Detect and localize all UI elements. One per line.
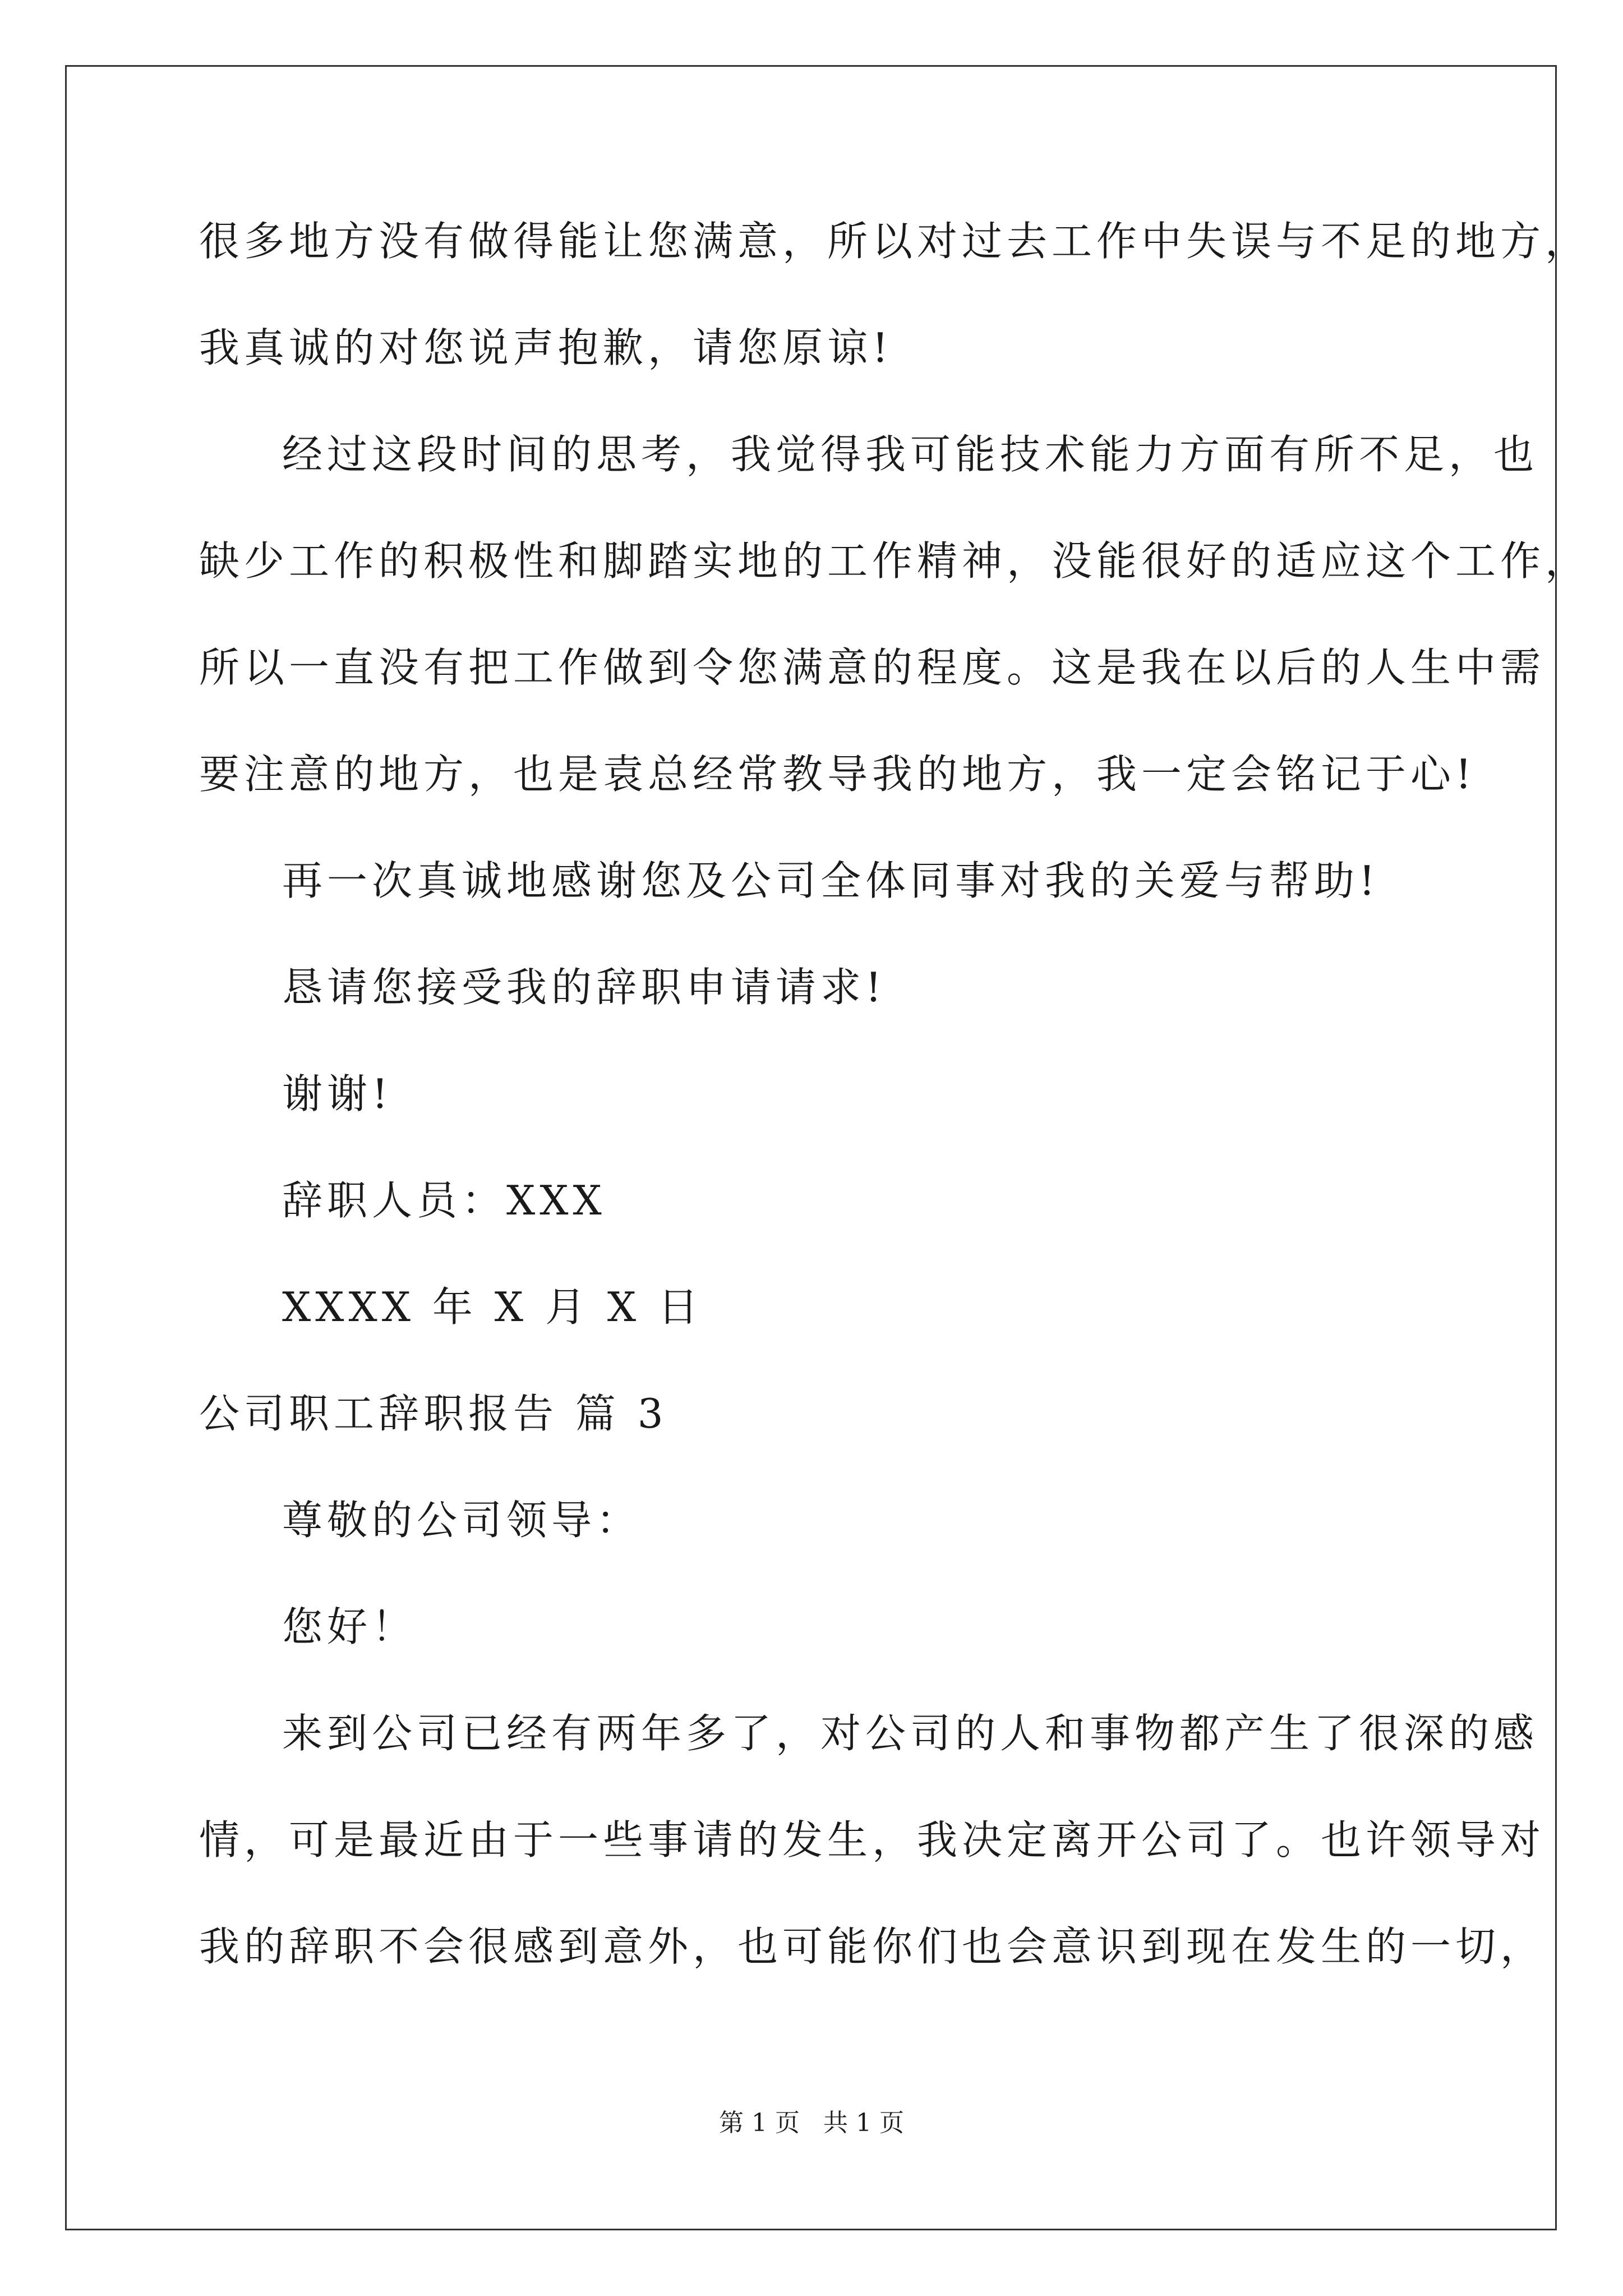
text-line: 我真诚的对您说声抱歉，请您原谅!	[199, 324, 893, 371]
text-line: 经过这段时间的思考，我觉得我可能技术能力方面有所不足，也	[282, 431, 1539, 478]
section-heading: 公司职工辞职报告 篇 3	[199, 1390, 668, 1437]
text-line: 来到公司已经有两年多了，对公司的人和事物都产生了很深的感	[282, 1710, 1539, 1757]
text-line: 所以一直没有把工作做到令您满意的程度。这是我在以后的人生中需	[199, 644, 1546, 691]
text-line: 再一次真诚地感谢您及公司全体同事对我的关爱与帮助!	[282, 857, 1380, 904]
text-line: 缺少工作的积极性和脚踏实地的工作精神，没能很好的适应这个工作，	[199, 537, 1590, 585]
text-line: 谢谢!	[282, 1070, 393, 1117]
page-footer: 第 1 页 共 1 页	[719, 2109, 904, 2137]
page-frame	[65, 65, 1557, 2230]
text-line: 要注意的地方，也是袁总经常教导我的地方，我一定会铭记于心!	[199, 751, 1476, 798]
date-line: XXXX 年 X 月 X 日	[282, 1283, 703, 1331]
signature-line: 辞职人员：XXX	[282, 1177, 606, 1224]
salutation: 尊敬的公司领导：	[282, 1497, 642, 1544]
text-line: 情，可是最近由于一些事请的发生，我决定离开公司了。也许领导对	[199, 1816, 1546, 1864]
greeting: 您好！	[282, 1603, 417, 1650]
text-line: 我的辞职不会很感到意外，也可能你们也会意识到现在发生的一切，	[199, 1923, 1546, 1970]
text-line: 很多地方没有做得能让您满意，所以对过去工作中失误与不足的地方，	[199, 218, 1590, 265]
text-line: 恳请您接受我的辞职申请请求!	[282, 964, 886, 1011]
